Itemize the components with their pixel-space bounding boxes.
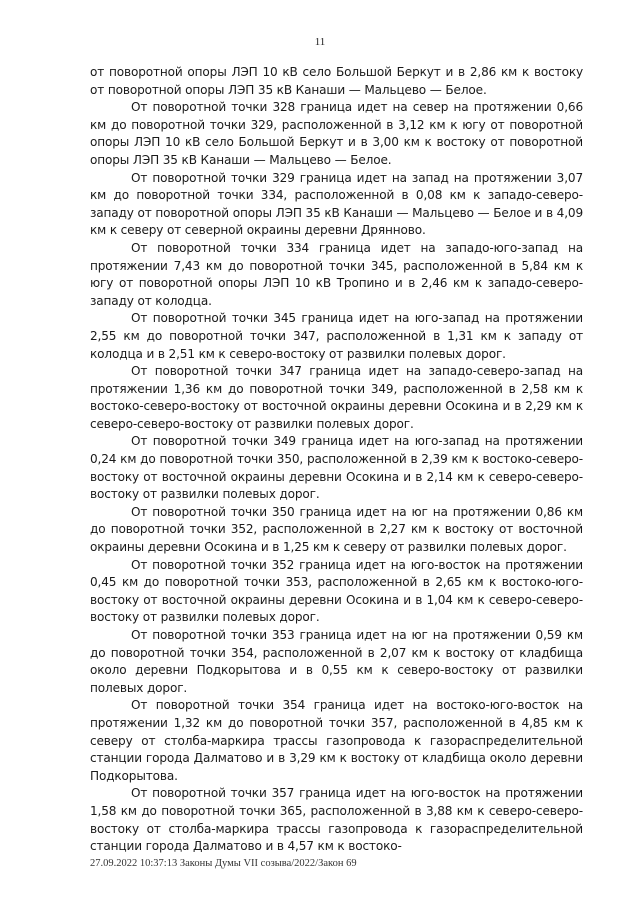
paragraph-4: От поворотной точки 334 граница идет на западо-юго-запад на протяжении 7,43 км до поворотной точки 345, расположенной в 5,84 км к югу от поворотной опоры ЛЭП 10 кВ Тропино и в 2,46 км к западо-северо-западу от колодца. [90,240,583,308]
paragraph-9: От поворотной точки 352 граница идет на юго-восток на протяжении 0,45 км до поворотной точки 353, расположенной в 2,65 км к востоко-юго-востоку от восточной окраины деревни Осокина и в 1,04 км к северо-северо-востоку от развилки полевых дорог. [90,557,583,625]
paragraph-3: От поворотной точки 329 граница идет на запад на протяжении 3,07 км до поворотной точки 334, расположенной в 0,08 км к западо-северо-западу от поворотной опоры ЛЭП 35 кВ Канаши — Мальцево — Белое и в 4,09 км к северу от северной окраины деревни Дрянново. [90,170,583,238]
paragraph-8: От поворотной точки 350 граница идет на юг на протяжении 0,86 км до поворотной точки 352, расположенной в 2,27 км к востоку от восточной окраины деревни Осокина и в 1,25 км к северу от развилки полевых дорог. [90,504,583,555]
paragraph-5: От поворотной точки 345 граница идет на юго-запад на протяжении 2,55 км до поворотной точки 347, расположенной в 1,31 км к западу от колодца и в 2,51 км к северо-востоку от развилки полевых дорог. [90,311,583,361]
paragraph-11: От поворотной точки 354 граница идет на востоко-юго-восток на протяжении 1,32 км до поворотной точки 357, расположенной в 4,85 км к северу от столба-маркира трассы газопровода к газораспределительной станции города Далматово и в 3,29 км к востоку от кладбища около деревни Подкорытова. [90,698,583,783]
paragraph-12: От поворотной точки 357 граница идет на юго-восток на протяжении 1,58 км до поворотной точки 365, расположенной в 3,88 км к северо-северо-востоку от столба-маркира трассы газопровода к газораспределительной станции города Далматово и в 4,57 км к востоко- [90,786,583,854]
paragraph-2: От поворотной точки 328 граница идет на север на протяжении 0,66 км до поворотной точки 329, расположенной в 3,12 км к югу от поворотной опоры ЛЭП 10 кВ село Большой Беркут и в 3,00 км к востоку от поворотной опоры ЛЭП 35 кВ Канаши — Мальцево — Белое. [90,100,583,167]
document-body [90,64,583,856]
paragraph-1: от поворотной опоры ЛЭП 10 кВ село Большой Беркут и в 2,86 км к востоку от поворотной опоры ЛЭП 35 кВ Канаши — Мальцево — Белое. [90,65,583,97]
paragraph-6: От поворотной точки 347 граница идет на западо-северо-запад на протяжении 1,36 км до поворотной точки 349, расположенной в 2,58 км к востоко-северо-востоку от восточной окраины деревни Осокина и в 2,29 км к северо-северо-востоку от развилки полевых дорог. [90,364,583,431]
document-footer: 27.09.2022 10:37:13 Законы Думы VII созыва/2022/Закон 69 [90,858,357,869]
page-number: 11 [314,36,326,48]
paragraph-7: От поворотной точки 349 граница идет на юго-запад на протяжении 0,24 км до поворотной точки 350, расположенной в 2,39 км к востоко-северо-востоку от восточной окраины деревни Осокина и в 2,14 км к северо-северо-востоку от развилки полевых дорог. [90,434,583,502]
paragraph-10: От поворотной точки 353 граница идет на юг на протяжении 0,59 км до поворотной точки 354, расположенной в 2,07 км к востоку от кладбища около деревни Подкорытова и в 0,55 км к северо-востоку от развилки полевых дорог. [90,628,583,695]
